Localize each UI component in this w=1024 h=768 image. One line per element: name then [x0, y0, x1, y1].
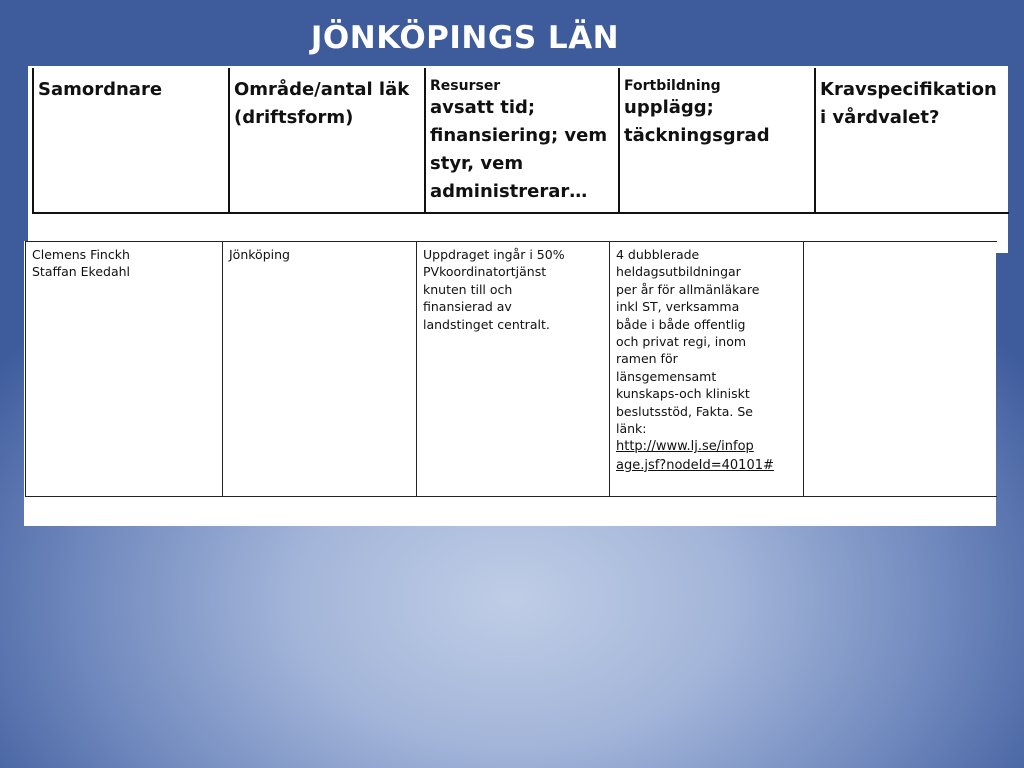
- header-resurser-small-label: Resurser: [430, 78, 501, 94]
- cell-kravspec: [804, 242, 997, 497]
- header-samordnare-label: Samordnare: [38, 79, 163, 100]
- fortbildning-text: 4 dubblerade heldagsutbildningar per år för allmänläkare inkl ST, verksamma både i både offentlig och privat regi, inom ramen för länsgemensamt kunskaps-och kliniskt beslutsstöd, Fakta. Se länk:: [616, 247, 760, 437]
- header-cell-resurser: [425, 68, 619, 213]
- cell-samordnare: Clemens Finckh Staffan Ekedahl: [26, 242, 223, 497]
- header-table-panel: [28, 66, 1008, 253]
- header-cell-samordnare: [33, 68, 229, 213]
- header-resurser-label: avsatt tid; finansiering; vem styr, vem administrerar…: [430, 97, 608, 202]
- header-table: [32, 68, 1009, 214]
- table-row: [26, 242, 997, 497]
- header-cell-omrade: [229, 68, 425, 213]
- header-kravspec-label: Kravspecifikation i vårdvalet?: [820, 79, 997, 128]
- header-row: [33, 68, 1009, 213]
- header-cell-fortbildning: [619, 68, 815, 213]
- header-fortbildning-label: upplägg; täckningsgrad: [624, 97, 770, 146]
- fakta-link-line2: age.jsf?nodeId=40101#: [616, 457, 774, 473]
- data-table-panel: [24, 241, 996, 526]
- data-table: [25, 241, 997, 497]
- cell-fortbildning: [610, 242, 804, 497]
- cell-resurser: Uppdraget ingår i 50% PVkoordinatortjänst knuten till och finansierad av landstinget centralt.: [417, 242, 610, 497]
- fakta-link[interactable]: [616, 439, 774, 472]
- header-cell-kravspec: [815, 68, 1009, 213]
- fakta-link-line1: http://www.lj.se/infop: [616, 439, 754, 455]
- header-fortbildning-small-label: Fortbildning: [624, 78, 721, 94]
- slide-title: JÖNKÖPINGS LÄN: [310, 20, 620, 56]
- cell-omrade: Jönköping: [223, 242, 417, 497]
- header-omrade-label: Område/antal läk (driftsform): [234, 79, 410, 128]
